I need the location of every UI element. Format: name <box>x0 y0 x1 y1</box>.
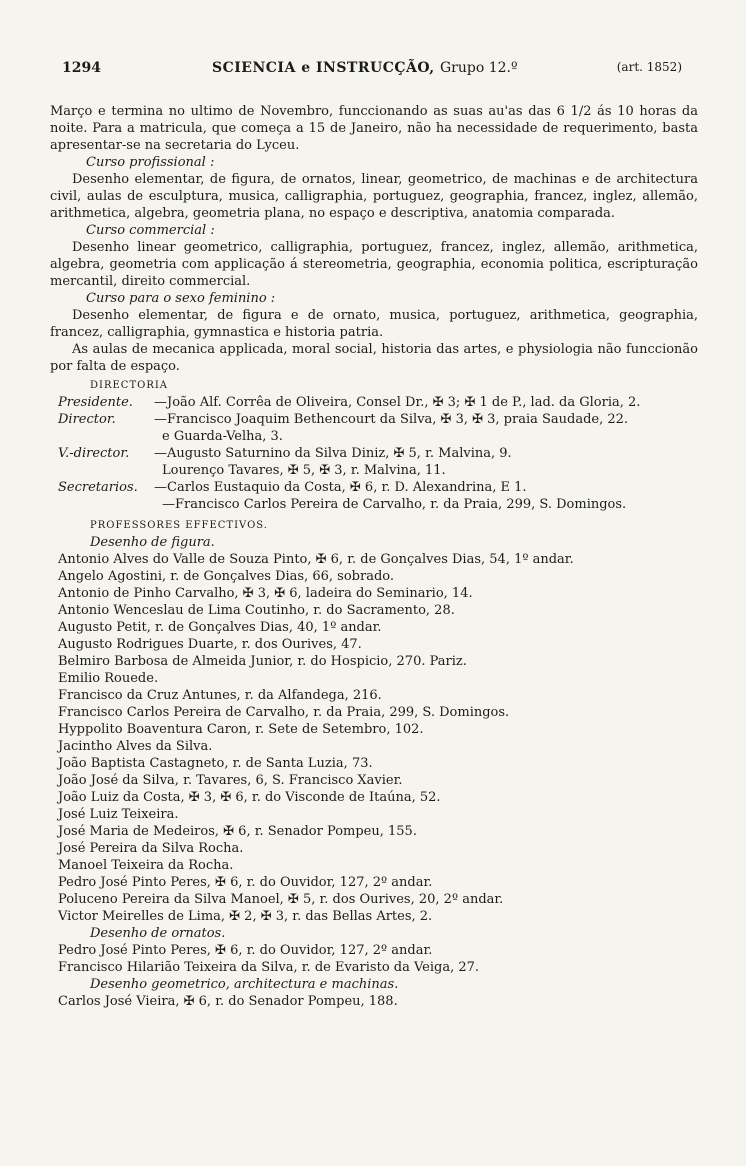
page-body <box>50 103 698 1010</box>
list-item: José Pereira da Silva Rocha. <box>58 841 244 856</box>
staff-row-presidente <box>50 394 698 411</box>
list-item: Hyppolito Boaventura Caron, r. Sete de Setembro, 102. <box>58 722 424 737</box>
list-item: Augusto Petit, r. de Gonçalves Dias, 40, 1º andar. <box>58 620 382 635</box>
course-text-feminino: Desenho elementar, de figura e de ornato, musica, portuguez, arithmetica, geographia, francez, calligraphia, gymnastica e historia patria. <box>50 308 698 340</box>
list-item: José Luiz Teixeira. <box>58 807 179 822</box>
intro-paragraph: Março e termina no ultimo de Novembro, funccionando as suas au'as das 6 1/2 ás 10 horas da noite. Para a matricula, que começa a 15 de Janeiro, não ha necessidade de requerimento, basta apresentar-se na secretaria do Lyceu. <box>50 104 698 153</box>
group-label: Grupo 12.º <box>439 60 518 76</box>
role-secretarios: Secretarios. <box>58 480 138 495</box>
course-text-profissional: Desenho elementar, de figura, de ornatos, linear, geometrico, de machinas e de architectura civil, aulas de esculptura, musica, calligraphia, portuguez, geographia, francez, inglez, allemão, arithmetica, algebra, geometria plana, no espaço e descriptiva, anatomia comparada. <box>50 172 698 221</box>
list-item: Francisco Carlos Pereira de Carvalho, r. da Praia, 299, S. Domingos. <box>58 705 510 720</box>
running-title-text: SCIENCIA e INSTRUCÇÃO, <box>212 60 435 76</box>
name-presidente: —João Alf. Corrêa de Oliveira, Consel Dr., ✠ 3; ✠ 1 de P., lad. da Gloria, 2. <box>154 395 641 410</box>
list-item: João José da Silva, r. Tavares, 6, S. Francisco Xavier. <box>58 773 403 788</box>
name-vice-director: —Augusto Saturnino da Silva Diniz, ✠ 5, r. Malvina, 9. <box>154 446 512 461</box>
staff-row-secretarios <box>50 479 698 496</box>
name-director: —Francisco Joaquim Bethencourt da Silva, ✠ 3, ✠ 3, praia Saudade, 22. <box>154 412 629 427</box>
section-heading-ornatos: Desenho de ornatos. <box>90 926 226 941</box>
list-item: Pedro José Pinto Peres, ✠ 6, r. do Ouvidor, 127, 2º andar. <box>58 943 433 958</box>
list-ornatos <box>50 942 698 976</box>
list-item: Carlos José Vieira, ✠ 6, r. do Senador Pompeu, 188. <box>58 994 398 1009</box>
role-vice-director: V.-director. <box>58 446 130 461</box>
directoria-heading: DIRECTORIA <box>90 380 169 391</box>
list-item: Jacintho Alves da Silva. <box>58 739 213 754</box>
list-item: Belmiro Barbosa de Almeida Junior, r. do Hospicio, 270. Pariz. <box>58 654 467 669</box>
list-item: Angelo Agostini, r. de Gonçalves Dias, 66, sobrado. <box>58 569 395 584</box>
director-continuation: e Guarda-Velha, 3. <box>162 429 283 444</box>
course-heading-commercial: Curso commercial : <box>86 223 215 238</box>
vice-director-continuation: Lourenço Tavares, ✠ 5, ✠ 3, r. Malvina, 11. <box>162 463 446 478</box>
course-text-commercial: Desenho linear geometrico, calligraphia, portuguez, francez, inglez, allemão, arithmetica, algebra, geometria com applicação á stereometria, geographia, economia politica, escripturação mercantil, direito commercial. <box>50 240 698 289</box>
running-title <box>212 60 518 76</box>
list-item: Antonio Alves do Valle de Souza Pinto, ✠ 6, r. de Gonçalves Dias, 54, 1º andar. <box>58 552 574 567</box>
list-item: Poluceno Pereira da Silva Manoel, ✠ 5, r. dos Ourives, 20, 2º andar. <box>58 892 504 907</box>
list-item: Francisco da Cruz Antunes, r. da Alfandega, 216. <box>58 688 382 703</box>
article-number: (art. 1852) <box>616 60 682 74</box>
list-item: Emilio Rouede. <box>58 671 159 686</box>
list-item: Antonio de Pinho Carvalho, ✠ 3, ✠ 6, ladeira do Seminario, 14. <box>58 586 473 601</box>
list-geometrico <box>50 993 698 1010</box>
role-director: Director. <box>58 412 116 427</box>
page-number: 1294 <box>62 60 101 76</box>
list-item: Victor Meirelles de Lima, ✠ 2, ✠ 3, r. das Bellas Artes, 2. <box>58 909 433 924</box>
list-item: João Baptista Castagneto, r. de Santa Luzia, 73. <box>58 756 373 771</box>
page-header <box>62 60 682 82</box>
staff-row-director <box>50 411 698 428</box>
secretarios-continuation: —Francisco Carlos Pereira de Carvalho, r. da Praia, 299, S. Domingos. <box>162 497 627 512</box>
list-item: Francisco Hilarião Teixeira da Silva, r. de Evaristo da Veiga, 27. <box>58 960 480 975</box>
list-item: Pedro José Pinto Peres, ✠ 6, r. do Ouvidor, 127, 2º andar. <box>58 875 433 890</box>
role-presidente: Presidente. <box>58 395 133 410</box>
note-paragraph: As aulas de mecanica applicada, moral social, historia das artes, e physiologia não funccionão por falta de espaço. <box>50 342 698 374</box>
list-item: Manoel Teixeira da Rocha. <box>58 858 234 873</box>
list-item: Antonio Wenceslau de Lima Coutinho, r. do Sacramento, 28. <box>58 603 455 618</box>
section-heading-geometrico: Desenho geometrico, architectura e machinas. <box>90 977 399 992</box>
course-heading-feminino: Curso para o sexo feminino : <box>86 291 276 306</box>
professores-heading: PROFESSORES EFFECTIVOS. <box>90 520 268 531</box>
name-secretarios: —Carlos Eustaquio da Costa, ✠ 6, r. D. Alexandrina, E 1. <box>154 480 527 495</box>
list-item: João Luiz da Costa, ✠ 3, ✠ 6, r. do Visconde de Itaúna, 52. <box>58 790 441 805</box>
course-heading-profissional: Curso profissional : <box>86 155 215 170</box>
list-item: Augusto Rodrigues Duarte, r. dos Ourives, 47. <box>58 637 362 652</box>
directoria-list <box>50 394 698 513</box>
list-item: José Maria de Medeiros, ✠ 6, r. Senador Pompeu, 155. <box>58 824 417 839</box>
list-figura <box>50 551 698 925</box>
staff-row-vice-director <box>50 445 698 462</box>
section-heading-figura: Desenho de figura. <box>90 535 215 550</box>
